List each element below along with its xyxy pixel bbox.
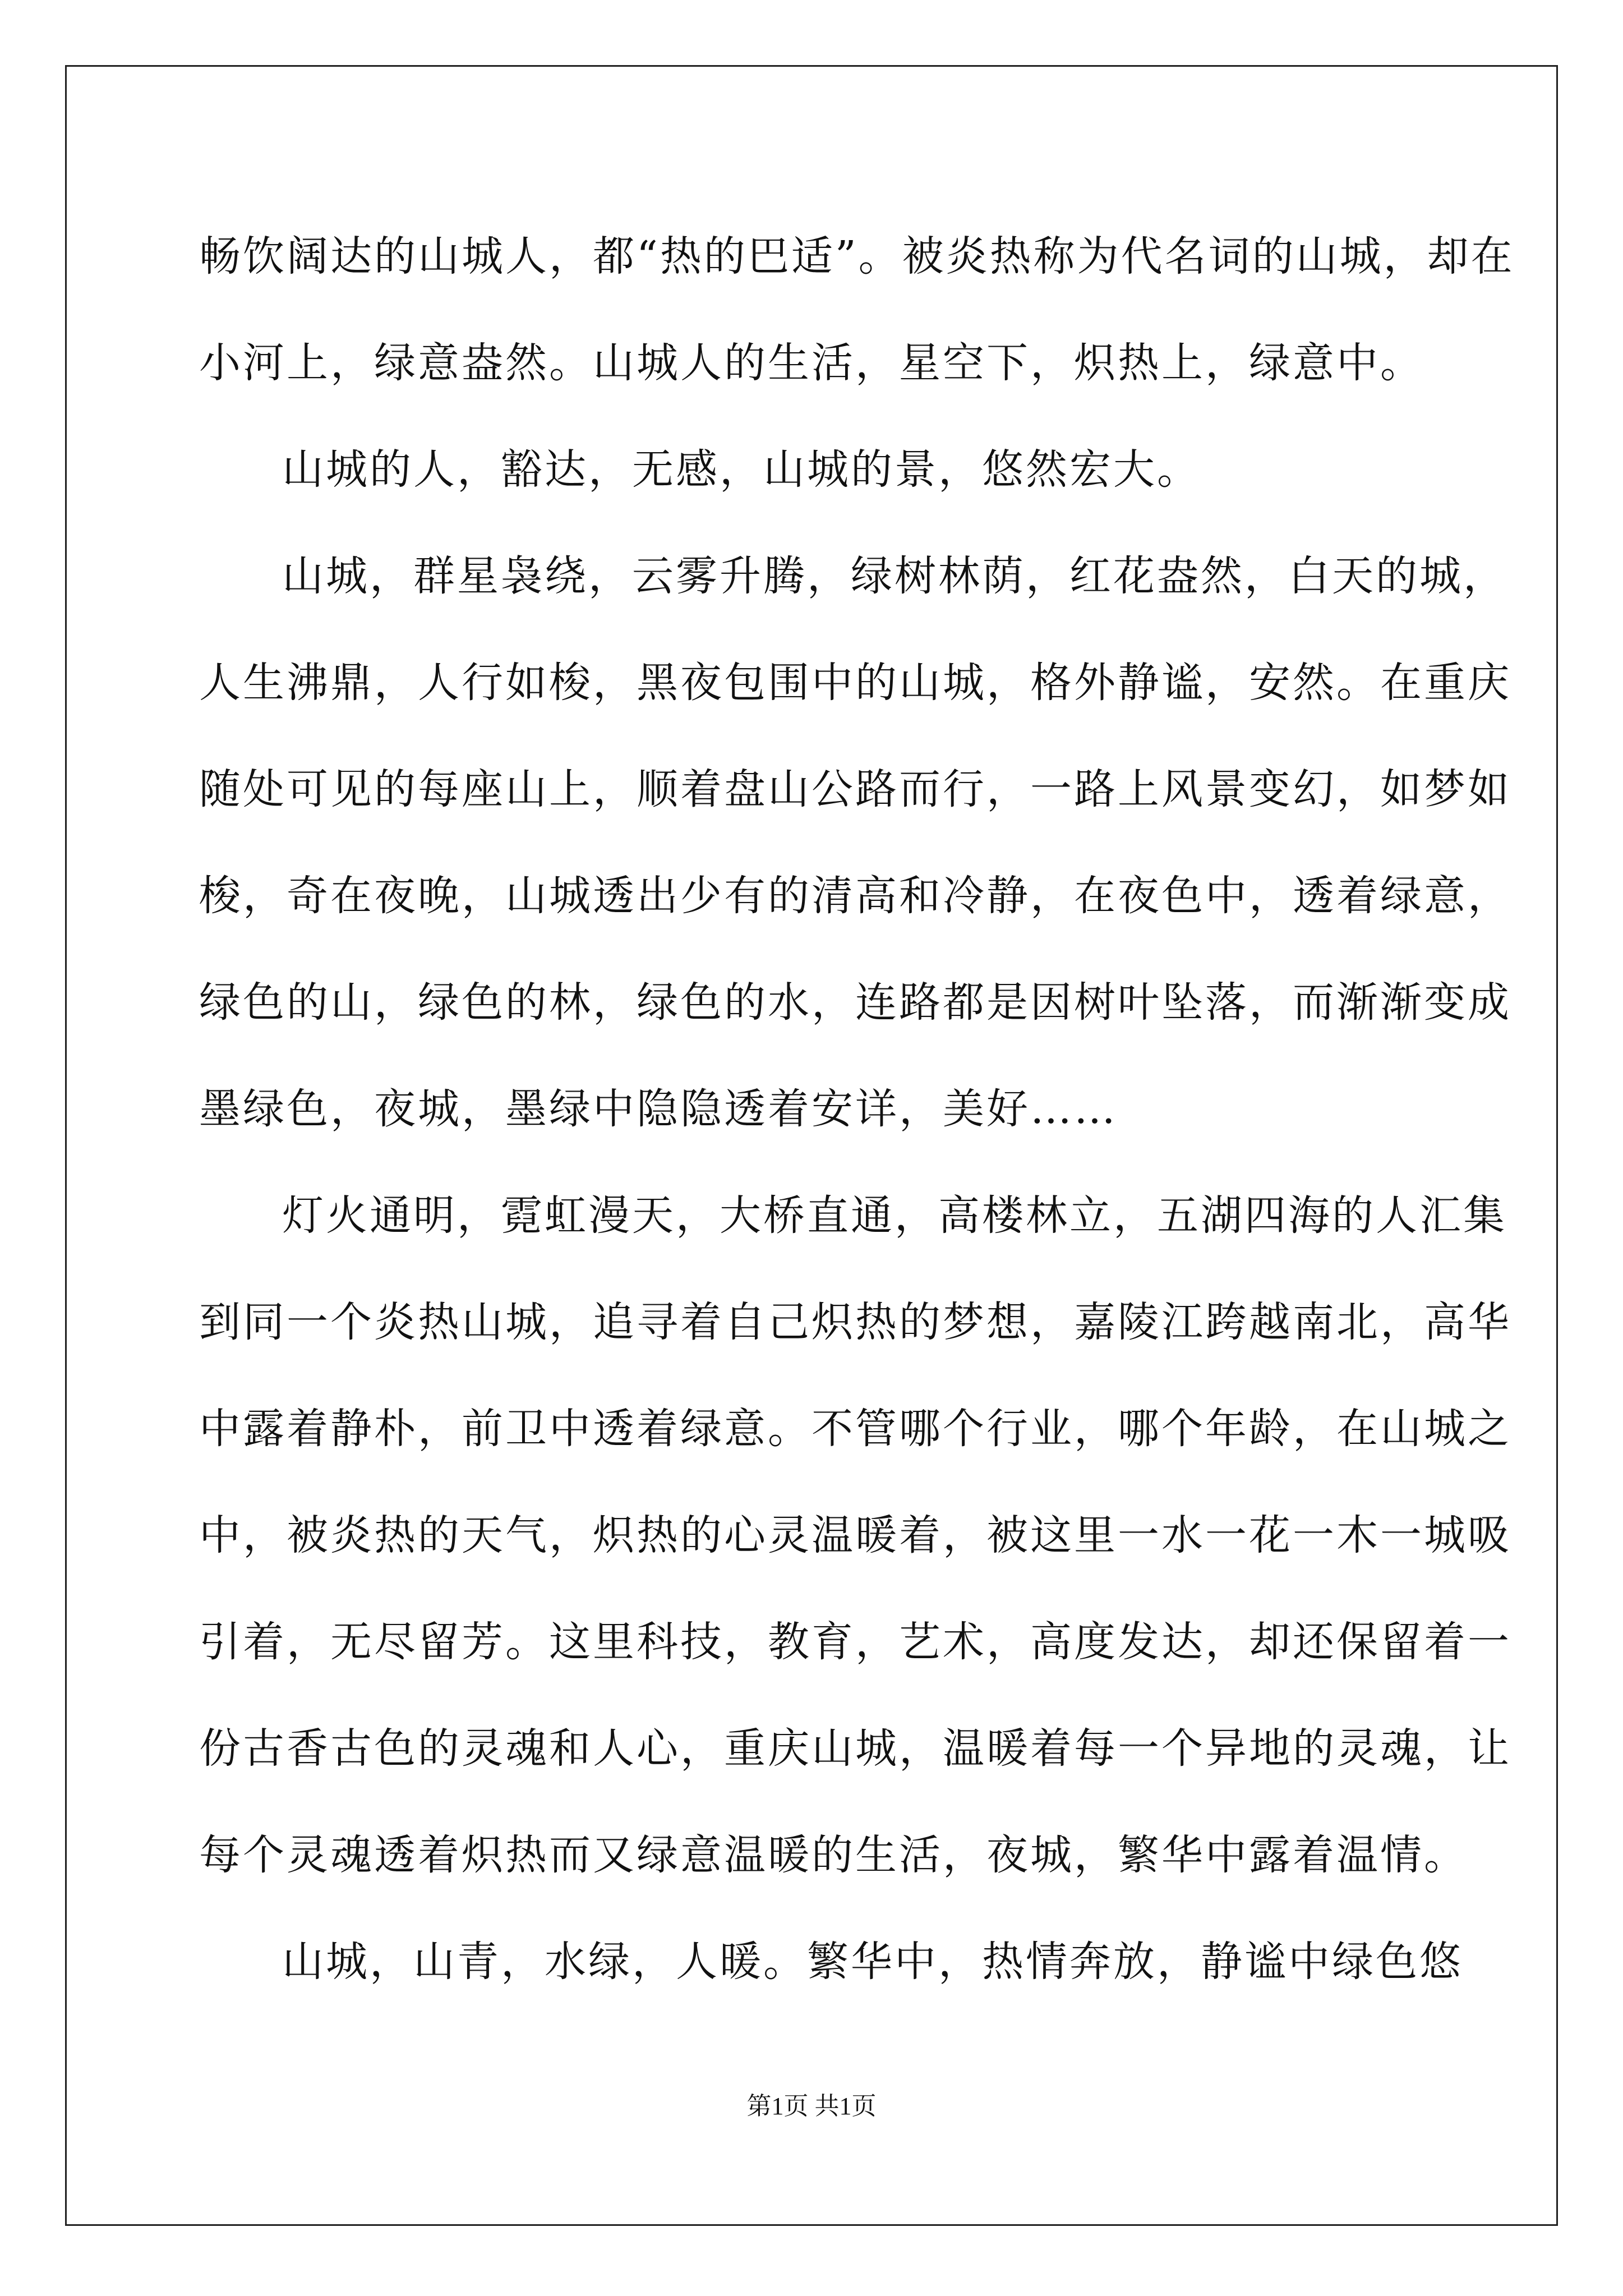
text-line: 随处可见的每座山上，顺着盘山公路而行，一路上风景变幻，如梦如 [199,765,1511,813]
text-line: 山城，山青，水绿，人暖。繁华中，热情奔放，静谧中绿色悠 [282,1938,1463,1986]
text-line: 每个灵魂透着炽热而又绿意温暖的生活，夜城，繁华中露着温情。 [199,1831,1468,1879]
page-footer: 第1页 共1页 [746,2092,877,2120]
text-line: 山城，群星袅绕，云雾升腾，绿树林荫，红花盎然，白天的城， [282,552,1507,600]
text-line: 墨绿色，夜城，墨绿中隐隐透着安详，美好…… [199,1085,1118,1133]
text-line: 梭，奇在夜晚，山城透出少有的清高和冷静，在夜色中，透着绿意， [199,872,1511,920]
text-line: 份古香古色的灵魂和人心，重庆山城，温暖着每一个异地的灵魂，让 [199,1724,1511,1773]
text-line: 中露着静朴，前卫中透着绿意。不管哪个行业，哪个年龄，在山城之 [199,1405,1511,1453]
text-line: 畅饮阔达的山城人，都“热的巴适”。被炎热称为代名词的山城，却在 [199,232,1515,280]
text-line: 引着，无尽留芳。这里科技，教育，艺术，高度发达，却还保留着一 [199,1618,1511,1666]
text-line: 灯火通明，霓虹漫天，大桥直通，高楼林立，五湖四海的人汇集 [282,1191,1507,1240]
text-line: 绿色的山，绿色的林，绿色的水，连路都是因树叶坠落，而渐渐变成 [199,978,1511,1027]
text-line: 小河上，绿意盎然。山城人的生活，星空下，炽热上，绿意中。 [199,339,1424,387]
text-line: 人生沸鼎，人行如梭，黑夜包围中的山城，格外静谧，安然。在重庆 [199,659,1511,707]
text-line: 山城的人，豁达，无感，山城的景，悠然宏大。 [282,445,1201,494]
text-line: 到同一个炎热山城，追寻着自己炽热的梦想，嘉陵江跨越南北，高华 [199,1298,1511,1346]
text-line: 中，被炎热的天气，炽热的心灵温暖着，被这里一水一花一木一城吸 [199,1511,1511,1559]
document-body [199,203,1515,2015]
